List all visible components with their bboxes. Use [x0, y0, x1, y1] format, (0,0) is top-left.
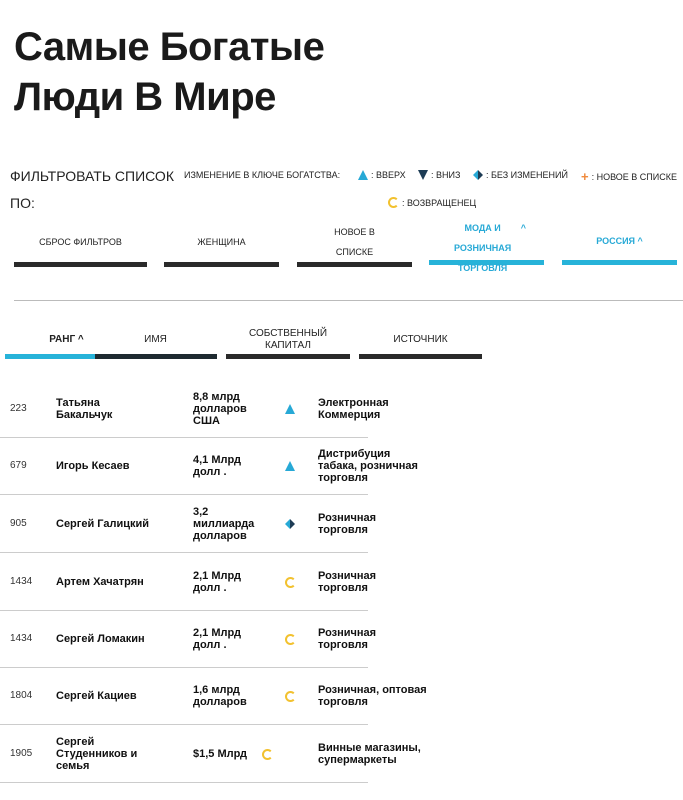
title-line-2: Люди В Мире — [14, 75, 276, 119]
legend-up — [358, 170, 406, 180]
legend-returnee — [388, 197, 476, 208]
sort-bar — [226, 354, 350, 359]
sort-worth-button[interactable] — [226, 326, 350, 359]
person-name[interactable]: Сергей Студенников и семья — [56, 735, 138, 772]
change-indicator — [285, 461, 295, 474]
sort-source-button[interactable] — [359, 326, 482, 359]
column-source-label: ИСТОЧНИК — [393, 334, 448, 345]
active-sort-bar — [5, 354, 95, 359]
returnee-icon — [285, 691, 296, 702]
down-arrow-icon — [418, 170, 428, 180]
chevron-up-icon: ^ — [637, 236, 643, 246]
net-worth: 8,8 млрд долларов США — [193, 390, 247, 427]
source: Дистрибуция табака, розничная торговля — [318, 447, 418, 484]
change-indicator — [285, 634, 296, 648]
plus-icon: + — [581, 169, 589, 184]
filter-bar — [164, 262, 279, 267]
returnee-icon — [285, 577, 296, 588]
table-row[interactable] — [0, 437, 418, 495]
page-title — [14, 22, 324, 122]
returnee-icon — [285, 634, 296, 645]
change-indicator — [285, 691, 296, 705]
up-arrow-icon — [285, 404, 295, 414]
source: Розничная, оптовая торговля — [318, 683, 427, 708]
table-row[interactable] — [0, 553, 377, 611]
chevron-up-icon: ^ — [77, 334, 84, 345]
net-worth: 2,1 Млрд долл . — [193, 626, 241, 651]
person-name[interactable]: Татьяна Бакальчук — [56, 396, 113, 421]
change-indicator — [285, 519, 295, 532]
table-row[interactable] — [0, 380, 389, 438]
rank: 679 — [10, 460, 27, 471]
net-worth: 4,1 Млрд долл . — [193, 453, 241, 478]
legend-same — [473, 170, 568, 180]
sort-bar — [359, 354, 482, 359]
person-name[interactable]: Сергей Галицкий — [56, 517, 150, 530]
chevron-up-icon: ^ — [520, 223, 526, 233]
filter-russia-button[interactable] — [562, 222, 677, 265]
source: Винные магазины, супермаркеты — [318, 741, 421, 766]
rank: 1434 — [10, 633, 33, 644]
change-indicator — [285, 577, 296, 591]
sort-name-button[interactable]: ИМЯ — [144, 334, 167, 345]
legend-title — [184, 170, 340, 180]
legend-new-text: : НОВОЕ В СПИСКЕ — [591, 171, 677, 182]
returnee-icon — [262, 749, 273, 760]
filter-label-text: ЖЕНЩИНА — [197, 237, 246, 247]
title-line-1: Самые Богатые — [14, 25, 325, 69]
legend-down-text: : ВНИЗ — [431, 170, 461, 180]
person-name[interactable]: Сергей Кациев — [56, 689, 137, 702]
no-change-icon — [473, 170, 483, 180]
person-name[interactable]: Артем Хачатрян — [56, 575, 144, 588]
filter-women-button[interactable] — [164, 222, 279, 267]
filter-label: ФИЛЬТРОВАТЬ СПИСОК — [10, 168, 174, 184]
table-row[interactable] — [0, 610, 377, 668]
legend-same-text: : БЕЗ ИЗМЕНЕНИЙ — [486, 170, 568, 180]
column-rank-name-header — [5, 326, 217, 359]
no-change-icon — [285, 519, 295, 529]
person-name[interactable]: Игорь Кесаев — [56, 459, 130, 472]
table-row[interactable] — [0, 495, 377, 553]
filter-label-text: МОДА И РОЗНИЧНАЯ ТОРГОВЛЯ ^ — [429, 218, 544, 260]
legend-new — [581, 169, 677, 184]
rank: 1804 — [10, 690, 33, 701]
rank: 1434 — [10, 576, 33, 587]
filter-label-text: РОССИЯ ^ — [562, 222, 677, 260]
change-indicator — [262, 749, 273, 763]
source: Розничная торговля — [318, 511, 377, 536]
table-row[interactable] — [0, 725, 421, 783]
filter-fashion-retail-button[interactable] — [429, 218, 544, 273]
change-indicator — [285, 404, 295, 417]
legend-up-text: : ВВЕРХ — [371, 170, 406, 180]
source: Электронная Коммерция — [318, 396, 389, 421]
net-worth: 2,1 Млрд долл . — [193, 569, 241, 594]
net-worth: $1,5 Млрд — [193, 747, 248, 760]
rank: 1905 — [10, 748, 33, 759]
up-arrow-icon — [285, 461, 295, 471]
legend-returnee-text: : ВОЗВРАЩЕНЕЦ — [402, 197, 477, 208]
filter-label-text: СБРОС ФИЛЬТРОВ — [39, 237, 122, 247]
column-worth-label: СОБСТВЕННЫЙ КАПИТАЛ — [248, 328, 328, 351]
legend-title-text: ИЗМЕНЕНИЕ В КЛЮЧЕ БОГАТСТВА: — [184, 170, 341, 180]
net-worth: 1,6 млрд долларов — [193, 683, 247, 708]
filter-reset-button[interactable] — [14, 222, 147, 267]
legend-down — [418, 170, 460, 180]
filter-new-button[interactable] — [297, 222, 412, 267]
table-row[interactable] — [0, 667, 427, 725]
source: Розничная торговля — [318, 626, 377, 651]
person-name[interactable]: Сергей Ломакин — [56, 632, 145, 645]
source: Розничная торговля — [318, 569, 377, 594]
sort-bar — [95, 354, 217, 359]
rank: 905 — [10, 518, 27, 529]
returnee-icon — [388, 197, 399, 208]
divider — [14, 300, 683, 301]
rank: 223 — [10, 403, 27, 414]
filter-bar — [562, 260, 677, 265]
up-arrow-icon — [358, 170, 368, 180]
filter-label-2: ПО: — [10, 195, 35, 211]
filter-bar — [297, 262, 412, 267]
filter-label-text: НОВОЕ В СПИСКЕ — [334, 227, 375, 257]
filter-bar — [14, 262, 147, 267]
sort-rank-button[interactable]: РАНГ ^ — [49, 334, 84, 345]
net-worth: 3,2 миллиарда долларов — [193, 505, 255, 542]
